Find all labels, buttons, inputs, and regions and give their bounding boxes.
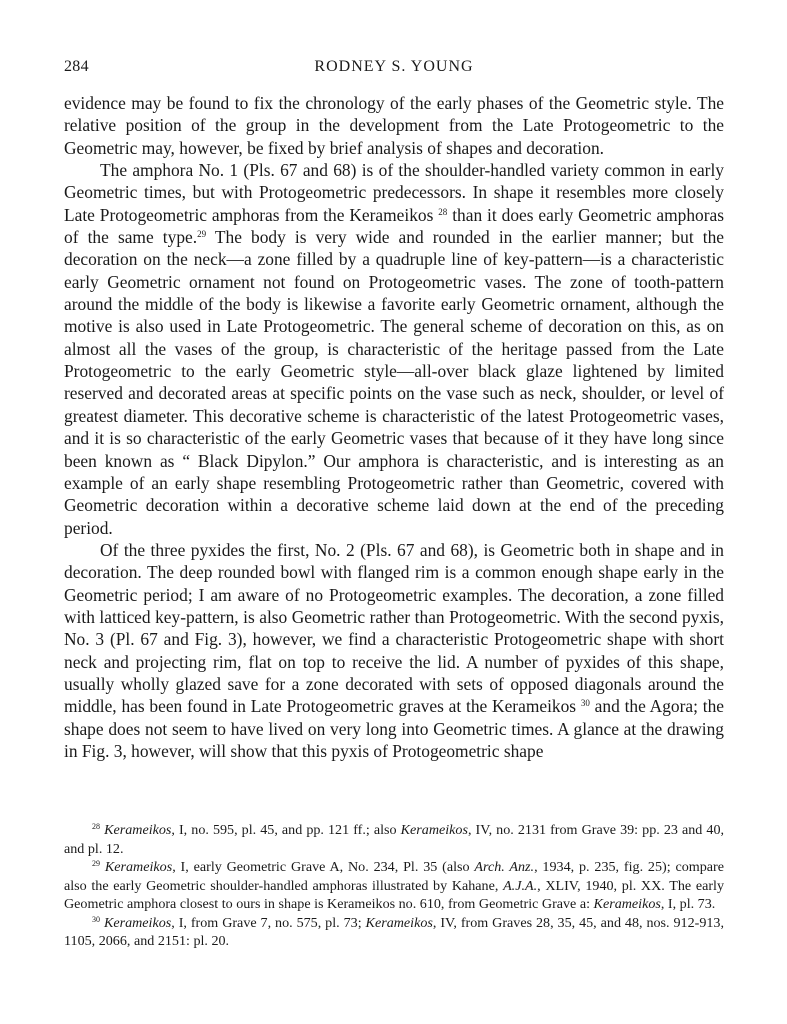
paragraph-3-text-a: Of the three pyxides the first, No. 2 (Pls. 67 and 68), is Geometric both in shape and in decoration. The deep rounded bowl with flanged rim is a common enough shape early in the Geometric period; I am aware of no Protogeometric examples. The decoration, a zone filled with latticed key-pattern, is also Geometric rather than Protogeometric. With the second pyxis, No. 3 (Pl. 67 and Fig. 3), however, we find a characteristic Protogeometric shape with short neck and projecting rim, flat on top to receive the lid. A number of pyxides of this shape, usually wholly glazed save for a zone decorated with sets of opposed diagonals around the middle, has been found in Late Protogeometric graves at the Kerameikos	[64, 539, 724, 717]
footnote-italic: Kerameikos	[104, 859, 173, 875]
footnote-text: , I, pl. 73.	[660, 896, 716, 912]
body-text	[64, 92, 724, 762]
footnote-ref-30[interactable]: 30	[580, 698, 590, 709]
paragraph-3	[64, 539, 724, 762]
footnote-italic: Kerameikos	[103, 914, 172, 931]
footnote-italic: Kerameikos	[104, 822, 172, 838]
footnote-ref-29[interactable]: 29	[197, 229, 207, 240]
footnote-text: , I, no. 595, pl. 45, and pp. 121 ff.; also	[171, 822, 401, 838]
footnote-text: , IV, from Graves 28, 35, 45, and 48, nos. 912-913, 1105, 2066, and 2151: pl. 20.	[64, 914, 724, 949]
paragraph-2-text-a: The amphora No. 1 (Pls. 67 and 68) is of the shoulder-handled variety common in early Geometric times, but with Protogeometric predecessors. In shape it resembles more closely Late Protogeometric amphoras from the Kerameikos	[64, 160, 724, 225]
footnote-text: , 1934, p. 235, fig. 25); compare also the early Geometric shoulder-handled amphoras illustrated by Kahane,	[64, 859, 724, 894]
paragraph-1	[64, 92, 724, 159]
footnote-text: , I, from Grave 7, no. 575, pl. 73;	[171, 914, 366, 931]
footnote-number: 28	[92, 822, 100, 831]
footnotes	[64, 821, 724, 951]
paragraph-2	[64, 159, 724, 539]
footnote-italic: Arch. Anz.	[474, 859, 535, 875]
footnote-text: , IV, no. 2131 from Grave 39: pp. 23 and 40, and pl. 12.	[64, 822, 725, 857]
footnote-28	[64, 821, 724, 858]
footnote-ref-28[interactable]: 28	[438, 206, 448, 217]
footnote-29	[64, 858, 724, 914]
page-number: 284	[64, 58, 89, 75]
paragraph-2-text-b: than it does early Geometric amphoras of the same type.	[64, 204, 724, 248]
footnote-30	[64, 914, 724, 951]
footnote-italic: Kerameikos	[400, 822, 468, 838]
paragraph-3-text-b: and the Agora; the shape does not seem to have lived on very long into Geometric times. A glance at the drawing in Fig. 3, however, will show that this pyxis of Protogeometric shape	[64, 696, 724, 761]
footnote-italic: A.J.A.	[503, 877, 538, 894]
page-header	[64, 58, 724, 82]
running-head: RODNEY S. YOUNG	[314, 58, 474, 75]
footnote-number: 29	[92, 859, 100, 868]
footnote-number: 30	[92, 914, 100, 924]
footnote-text: , I, early Geometric Grave A, No. 234, Pl. 35 (also	[172, 859, 475, 875]
footnote-text: , XLIV, 1940, pl. XX. The early Geometric amphora closest to ours in shape is Kerameikos no. 610, from Geometric Grave a:	[64, 877, 724, 912]
footnote-italic: Kerameikos	[593, 896, 661, 912]
footnote-italic: Kerameikos	[365, 914, 433, 931]
paragraph-1-text: evidence may be found to fix the chronology of the early phases of the Geometric style. The relative position of the group in the development from the Late Protogeometric to the Geometric may, however, be fixed by brief analysis of shapes and decoration.	[64, 93, 724, 158]
paragraph-2-text-c: The body is very wide and rounded in the earlier manner; but the decoration on the neck—a zone filled by a quadruple line of key-pattern—is a characteristic early Geometric ornament not found on Protogeometric vases. The zone of tooth-pattern around the middle of the body is likewise a favorite early Geometric ornament, although the motive is also used in Late Protogeometric. The general scheme of decoration on this, as on almost all the vases of the group, is characteristic of the heritage passed from the Late Protogeometric to the early Geometric style—all-over black glaze lightened by limited reserved and decorated areas at specific points on the vase such as neck, shoulder, or level of greatest diameter. This decorative scheme is characteristic of the latest Protogeometric vases, and it is so characteristic of the early Geometric vases that because of it they have long since been known as “ Black Dipylon.” Our amphora is characteristic, and is interesting as an example of an early shape resembling Protogeometric rather than Geometric, covered with Geometric decoration within a decorative scheme laid down at the end of the preceding period.	[64, 227, 725, 538]
